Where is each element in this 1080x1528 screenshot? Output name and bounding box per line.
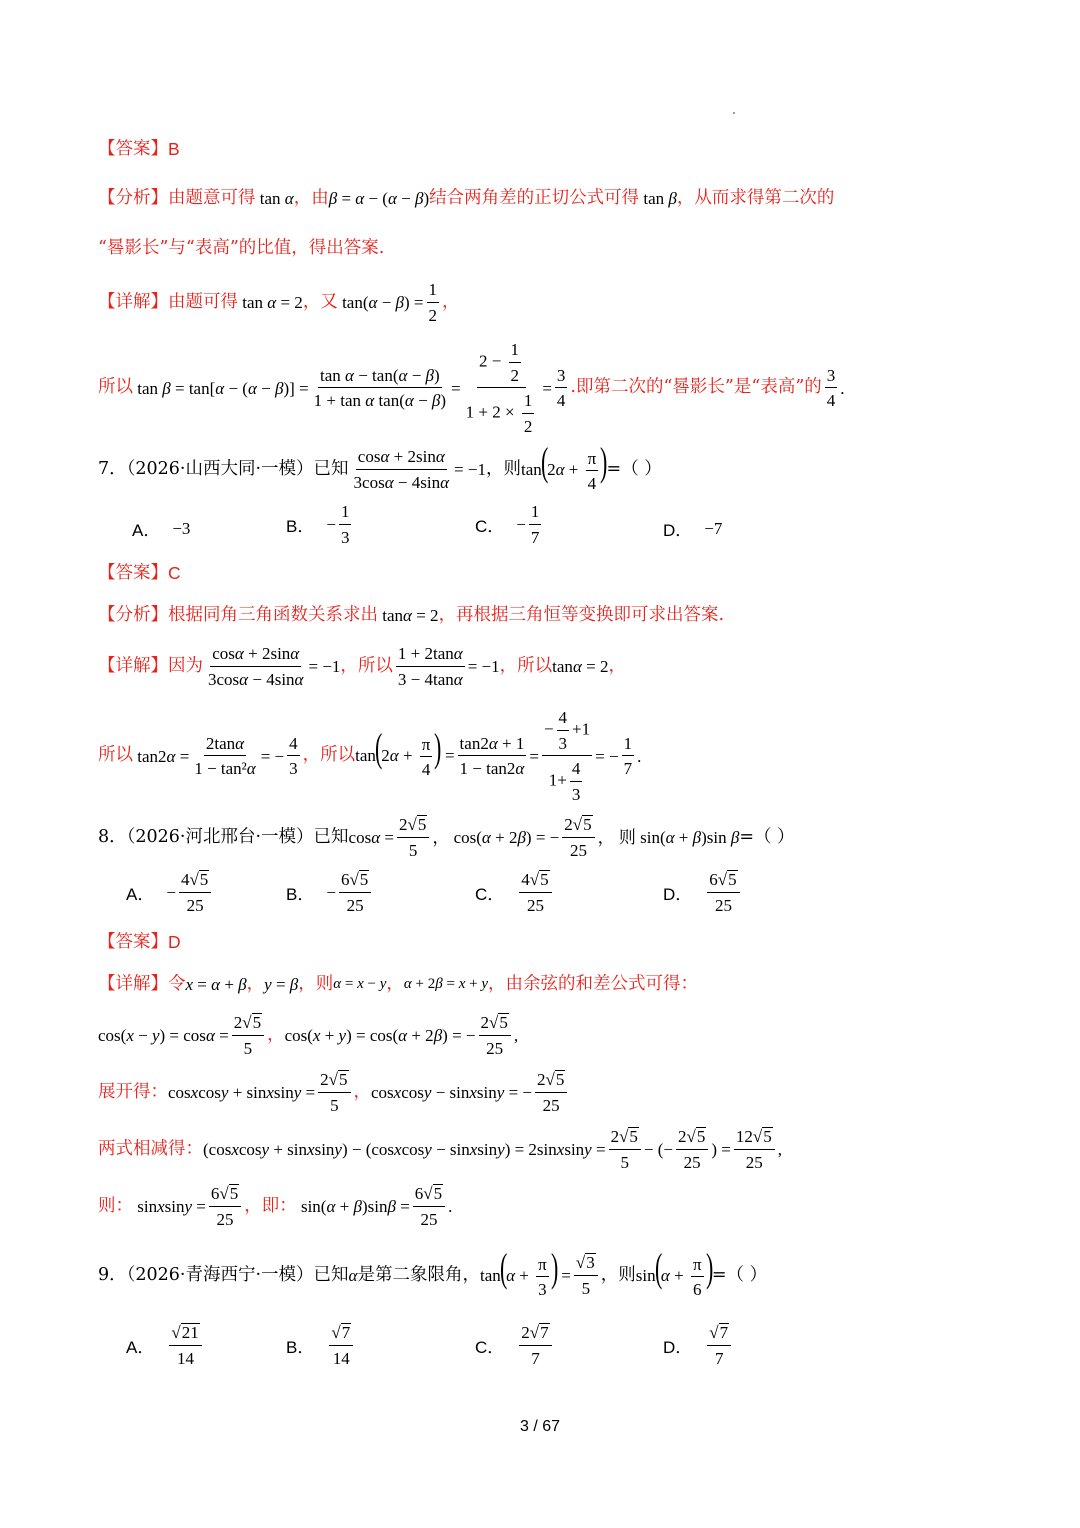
comma: ， [353, 1081, 371, 1102]
fraction: 2√ 5 5 [318, 1070, 350, 1115]
fraction: 6√ 5 25 [707, 870, 739, 915]
analysis-text: 根据同角三角函数关系求出 [168, 605, 378, 625]
comma: , [777, 1140, 782, 1160]
fraction: 2√ 7 7 [519, 1323, 551, 1368]
q8-subtract-line [98, 1127, 782, 1172]
answer-tag: 【答案】 [98, 932, 168, 952]
math-inline: cosα = [348, 828, 394, 848]
fraction: $\frac{1}{7}$ [530, 502, 540, 547]
option-value: − [516, 514, 526, 534]
q8-cos-line [98, 1013, 518, 1058]
analysis-tag: 【分析】 [98, 188, 168, 208]
option-value: − [326, 514, 336, 534]
math-inline: tan β = tan[α − (α − β)] = [133, 378, 309, 398]
fraction: 2√ 5 5 [609, 1127, 641, 1172]
q7-analysis-line [98, 607, 724, 625]
option-label: C． [475, 885, 505, 905]
fraction: $\frac{\text{tan α − tan(α − β)}}{\text{1 + tan α tan(α − β)}}$ [313, 365, 447, 411]
q8-answer-line [98, 934, 181, 952]
option-label: D． [663, 885, 693, 905]
question-stem: 8．（2026·河北邢台·一模）已知 [98, 826, 349, 847]
option-label: A． [132, 521, 161, 540]
q7-option-a[interactable] [132, 516, 190, 541]
fraction: √ 3 5 [574, 1253, 598, 1298]
comma: ， [267, 1024, 285, 1045]
detail-text: ，又 [302, 291, 338, 312]
math-inline: = −1 [454, 460, 486, 480]
detail-text: ，所以 [340, 655, 393, 676]
fraction: $\frac{\cos\alpha + 2\sin\alpha}{3\cos\alpha - 4\sin\alpha}$ [353, 447, 450, 492]
question-stem: ，则 [485, 459, 521, 480]
q8-then-line [98, 1184, 452, 1229]
fraction: 6√ 5 25 [209, 1184, 241, 1229]
so-text: ，所以 [302, 745, 356, 766]
fraction: 2√ 5 25 [562, 815, 594, 860]
question-stem: ，则 [600, 1265, 636, 1286]
option-value: − [166, 882, 176, 902]
option-label: D． [663, 521, 693, 540]
math-inline: = −1 [308, 657, 341, 677]
q7-option-d[interactable] [663, 516, 722, 541]
p6-detail-line [98, 280, 460, 325]
detail-text: 令 [168, 974, 186, 994]
q7-answer-line [98, 565, 181, 583]
period: . [840, 378, 845, 398]
fraction: √ 7 14 [329, 1323, 353, 1368]
math-eq: − (− [643, 1140, 673, 1160]
p6-so-line [98, 340, 845, 436]
option-label: B． [286, 885, 315, 905]
detail-text: 由题可得 [168, 291, 238, 312]
math-eq: ) = [711, 1140, 731, 1160]
math-inline: cosxcosy − sinxsiny = − [371, 1083, 532, 1103]
p6-analysis-line2 [98, 240, 384, 258]
math-inline: cos(x + y) = cos(α + 2β) = − [284, 1026, 476, 1046]
q8-option-a[interactable] [126, 870, 214, 915]
q7-stem [98, 439, 662, 494]
option-value: − [326, 882, 336, 902]
detail-text: ， [442, 291, 460, 312]
math-inline: = −1 [467, 657, 500, 677]
math-inline: α + 2β = x + y [403, 976, 489, 993]
math-inline: sin(α + β)sinβ = [296, 1197, 410, 1217]
option-value: −7 [704, 518, 723, 538]
analysis-text: 结合两角差的正切公式可得 [429, 188, 640, 208]
fraction: 2√ 5 25 [535, 1070, 567, 1115]
q8-option-b[interactable] [286, 870, 374, 915]
question-stem: 7．（2026·山西大同·一模）已知 [98, 459, 349, 480]
question-stem: 是第二象限角， [357, 1265, 480, 1286]
fraction: 2√ 5 25 [479, 1013, 511, 1058]
math-inline: = − [595, 746, 619, 766]
ie-text: ，即： [244, 1195, 297, 1216]
math-inline: tan α = 2 [238, 293, 303, 313]
detail-text: 因为 [168, 655, 203, 676]
q9-stem [98, 1245, 768, 1300]
fraction: 2√ 5 25 [676, 1127, 708, 1172]
fraction: 2√ 5 5 [397, 815, 429, 860]
fraction: $\frac{2\tan\alpha}{\text{1 − tan²α}}$ [194, 733, 256, 779]
p6-answer-line [98, 141, 180, 159]
q7-detail-line [98, 644, 626, 689]
q9-option-b[interactable] [286, 1323, 356, 1368]
math-inline: cos(x − y) = cosα = [98, 1026, 229, 1046]
comma: ， [488, 974, 506, 994]
q9-option-d[interactable] [663, 1323, 734, 1368]
fraction: $\frac{\tan 2\alpha + 1}{1 - \tan 2\alpha}$ [459, 733, 525, 779]
option-label: A． [126, 885, 155, 905]
answer-tag: 【答案】 [98, 139, 168, 159]
math-inline: tan β [639, 189, 677, 209]
q7-option-c[interactable] [475, 502, 544, 547]
fraction: 2 − $\frac{1}{2}$ 1 + 2 × $\frac{1}{2}$ [465, 340, 533, 436]
fraction: − $\frac{4}{3}$ +1 1+ $\frac{4}{3}$ [543, 708, 591, 804]
answer-value: C [168, 563, 181, 583]
math-inline: sinxsiny = [133, 1197, 206, 1217]
question-stem: 9．（2026·青海西宁·一模）已知 [98, 1265, 349, 1286]
math-inline: cosxcosy + sinxsiny = [168, 1083, 316, 1103]
math-inline: α = x − y [333, 976, 387, 993]
math-eq: = [542, 378, 552, 398]
math-inline: y = β [264, 975, 299, 995]
math-inline: tanα = 2 [378, 606, 439, 626]
conclusion-text: .即第二次的“晷影长”是“表高”的 [570, 377, 822, 398]
detail-text: 由余弦的和差公式可得： [505, 974, 699, 994]
q7-so-line [98, 708, 641, 804]
fraction: 2√ 5 5 [232, 1013, 264, 1058]
answer-tag: 【答案】 [98, 563, 168, 583]
math-inline: β = α − (α − β) [328, 189, 430, 209]
answer-value: D [168, 932, 181, 952]
option-value: −3 [172, 518, 191, 538]
question-stem: =（ ） [739, 826, 795, 847]
stray-dot [733, 112, 735, 114]
period: . [448, 1197, 453, 1217]
p6-analysis-line [98, 190, 834, 208]
analysis-text: 由题意可得 [168, 188, 256, 208]
math-inline: ， 则 sin(α + β)sin β [597, 828, 740, 848]
detail-tag: 【详解】 [98, 291, 168, 312]
fraction: $\frac{1}{7}$ [623, 733, 633, 779]
fraction: 4√ 5 25 [179, 870, 211, 915]
math-inline: x = α + β [185, 975, 247, 995]
comma: ，则 [298, 974, 334, 994]
q9-option-c[interactable] [475, 1323, 555, 1368]
fraction: $\frac{3}{4}$ [826, 365, 836, 411]
so-text: 所以 [98, 377, 133, 398]
so-text: 所以 [98, 745, 133, 766]
math-inline: tan α [255, 189, 294, 209]
q7-option-b[interactable] [286, 502, 354, 547]
option-label: C． [475, 517, 505, 537]
math-inline: tanα = 2 [552, 657, 609, 677]
fraction: $\frac{\cos\alpha + 2\sin\alpha}{3\cos\alpha - 4\sin\alpha}$ [208, 644, 304, 689]
page-number: 3 / 67 [519, 1418, 561, 1435]
fraction: √ 7 7 [707, 1323, 731, 1368]
analysis-text: ，由 [293, 188, 329, 208]
fraction: 6√ 5 25 [339, 870, 371, 915]
detail-text: ，所以 [499, 655, 553, 676]
math-inline: tan2α = [133, 746, 190, 766]
math-inline: tan(2α + $\frac{\pi}{4}$ ) [520, 439, 608, 494]
fraction: √ 21 14 [169, 1323, 201, 1368]
fraction: $\frac{1}{3}$ [340, 502, 350, 547]
math-inline: tan(2α + $\frac{\pi}{4}$ ) = [355, 725, 455, 780]
question-stem: =（ ） [606, 459, 662, 480]
fraction: 12√ 5 25 [734, 1127, 775, 1172]
option-label: D． [663, 1338, 693, 1358]
analysis-tag: 【分析】 [98, 605, 168, 625]
math-inline: tan(α − β) = [337, 293, 424, 313]
q9-option-a[interactable] [126, 1323, 205, 1368]
option-label: A． [126, 1338, 155, 1358]
question-stem: =（ ） [711, 1265, 768, 1286]
fraction: 4√ 5 25 [519, 870, 551, 915]
comma: , [513, 1026, 519, 1046]
q8-detail-line [98, 976, 698, 994]
subtract-text: 两式相减得： [98, 1138, 203, 1159]
comma: ， [608, 655, 626, 676]
math-inline: = − [260, 746, 285, 766]
fraction: $\frac{3}{4}$ [556, 365, 566, 411]
analysis-text: ，再根据三角恒等变换即可求出答案. [438, 605, 725, 625]
math-inline: sin(α + $\frac{\pi}{6}$ ) [635, 1245, 713, 1300]
option-label: C． [475, 1338, 505, 1358]
math-inline: (cosxcosy + sinxsiny) − (cosxcosy − sinxsiny) = 2sinxsiny = [203, 1140, 606, 1160]
math-eq: = [529, 746, 539, 766]
math-inline: tan(α + $\frac{\pi}{3}$ ) = [479, 1245, 571, 1300]
q8-expand-line [98, 1070, 570, 1115]
detail-tag: 【详解】 [98, 655, 168, 676]
comma: ， cos(α + 2β) = − [432, 828, 560, 848]
q8-option-d[interactable] [663, 870, 743, 915]
then-text: 则： [98, 1195, 133, 1216]
fraction: $\frac{1 + 2\tan\alpha}{3 - 4\tan\alpha}$ [397, 644, 463, 689]
comma: ， [386, 974, 404, 994]
analysis-text: ，从而求得第二次的 [676, 188, 835, 208]
fraction: $\frac{4}{3}$ [289, 733, 298, 779]
answer-value: B [168, 139, 180, 159]
detail-tag: 【详解】 [98, 974, 168, 994]
period: . [637, 746, 642, 766]
option-label: B． [286, 1338, 315, 1358]
math-inline: α [348, 1266, 358, 1286]
comma: ， [246, 974, 265, 994]
q8-option-c[interactable] [475, 870, 555, 915]
q8-stem [98, 815, 795, 860]
analysis-text: “晷影长”与“表高”的比值，得出答案. [98, 238, 385, 258]
expand-text: 展开得： [98, 1081, 168, 1102]
math-eq: = [451, 378, 461, 398]
fraction: $\frac{1}{2}$ [428, 280, 437, 325]
option-label: B． [286, 517, 315, 537]
fraction: 6√ 5 25 [413, 1184, 445, 1229]
